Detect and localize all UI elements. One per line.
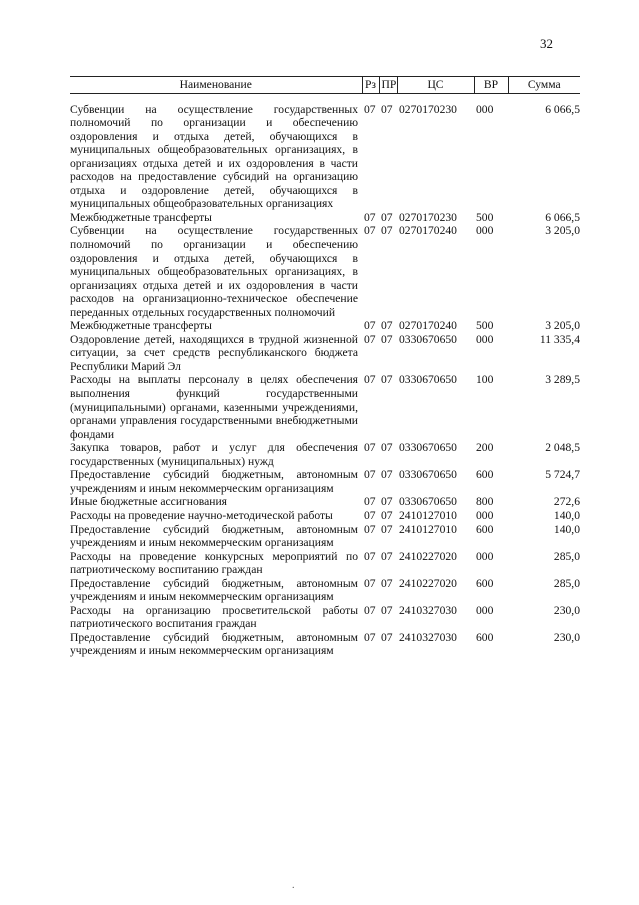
row-vr: 600 [476, 630, 494, 644]
row-name: Предоставление субсидий бюджетным, автономным учреждениям и иным некоммерческим организациям [70, 522, 358, 550]
row-rz: 07 [364, 495, 376, 509]
row-sum: 140,0 [553, 508, 580, 522]
row-vr: 000 [476, 603, 494, 617]
row-cs: 2410127010 [399, 508, 457, 522]
row-sum: 140,0 [553, 522, 580, 536]
row-cs: 0270170240 [399, 319, 457, 333]
row-pr: 07 [381, 468, 393, 482]
row-vr: 000 [476, 549, 494, 563]
row-pr: 07 [381, 373, 393, 387]
row-vr: 500 [476, 210, 494, 224]
row-cs: 2410327030 [399, 630, 457, 644]
row-cs: 0330670650 [399, 373, 457, 387]
table-row [70, 224, 580, 319]
row-vr: 600 [476, 576, 494, 590]
table-row [70, 211, 580, 225]
row-name: Иные бюджетные ассигнования [70, 495, 227, 509]
row-rz: 07 [364, 210, 376, 224]
row-vr: 600 [476, 522, 494, 536]
row-sum: 6 066,5 [545, 102, 580, 116]
row-name: Предоставление субсидий бюджетным, автономным учреждениям и иным некоммерческим организациям [70, 468, 358, 495]
table-row [70, 550, 580, 577]
row-pr: 07 [381, 522, 393, 536]
row-pr: 07 [381, 630, 393, 644]
row-pr: 07 [381, 102, 393, 116]
table-row [70, 509, 580, 523]
row-rz: 07 [364, 102, 376, 116]
table-row [70, 373, 580, 441]
row-name: Расходы на проведение конкурсных мероприятий по патриотическому воспитанию граждан [70, 549, 358, 577]
row-sum: 6 066,5 [545, 210, 580, 224]
header-pr: ПР [379, 77, 397, 94]
header-vr: ВР [474, 77, 508, 94]
row-sum: 2 048,5 [545, 441, 580, 455]
row-pr: 07 [381, 603, 393, 617]
row-pr: 07 [381, 332, 393, 346]
row-sum: 3 205,0 [545, 319, 580, 333]
row-pr: 07 [381, 210, 393, 224]
row-name: Расходы на проведение научно-методической работы [70, 508, 333, 522]
table-row [70, 495, 580, 509]
row-name: Предоставление субсидий бюджетным, автономным учреждениям и иным некоммерческим организациям [70, 576, 358, 604]
table-row [70, 441, 580, 468]
row-sum: 285,0 [553, 549, 580, 563]
row-cs: 0330670650 [399, 495, 457, 509]
header-row [70, 77, 580, 94]
row-name: Расходы на выплаты персоналу в целях обеспечения выполнения функций государственными (муниципальными) органами, казенными учреждениями, органами управления государственными внебюджетными фондами [70, 373, 358, 441]
row-vr: 000 [476, 102, 494, 116]
row-sum: 230,0 [553, 603, 580, 617]
row-sum: 3 289,5 [545, 373, 580, 387]
row-vr: 200 [476, 441, 494, 455]
row-name: Предоставление субсидий бюджетным, автономным учреждениям и иным некоммерческим организациям [70, 630, 358, 658]
row-rz: 07 [364, 332, 376, 346]
table-row [70, 631, 580, 658]
table-row [70, 604, 580, 631]
table-header [70, 77, 580, 94]
row-name: Межбюджетные трансферты [70, 319, 212, 333]
row-vr: 600 [476, 468, 494, 482]
row-name: Расходы на организацию просветительской работы патриотического воспитания граждан [70, 603, 358, 631]
row-sum: 272,6 [553, 495, 580, 509]
row-sum: 285,0 [553, 576, 580, 590]
header-sum: Сумма [508, 77, 580, 94]
row-vr: 500 [476, 319, 494, 333]
header-cs: ЦС [397, 77, 474, 94]
row-rz: 07 [364, 468, 376, 482]
row-pr: 07 [381, 549, 393, 563]
row-name: Субвенции на осуществление государственных полномочий по организации и обеспечению оздоровления и отдыха детей, обучающихся в муниципальных общеобразовательных организациях, в организациях отдыха детей и их оздоровления в части расходов на предоставление субсидий на организацию отдыха и оздоровление детей, обучающихся в муниципальных общеобразовательных организациях [70, 102, 358, 211]
row-rz: 07 [364, 522, 376, 536]
row-sum: 3 205,0 [545, 224, 580, 238]
row-rz: 07 [364, 373, 376, 387]
row-cs: 2410127010 [399, 522, 457, 536]
row-sum: 5 724,7 [545, 468, 580, 482]
row-cs: 0330670650 [399, 468, 457, 482]
row-pr: 07 [381, 508, 393, 522]
row-rz: 07 [364, 603, 376, 617]
row-name: Закупка товаров, работ и услуг для обеспечения государственных (муниципальных) нужд [70, 441, 358, 468]
row-pr: 07 [381, 319, 393, 333]
row-rz: 07 [364, 549, 376, 563]
row-sum: 230,0 [553, 630, 580, 644]
table-row [70, 468, 580, 495]
footer-mark: . [292, 880, 295, 891]
row-vr: 100 [476, 373, 494, 387]
row-cs: 2410327030 [399, 603, 457, 617]
table-row [70, 523, 580, 550]
row-rz: 07 [364, 576, 376, 590]
row-pr: 07 [381, 576, 393, 590]
row-name: Субвенции на осуществление государственных полномочий по организации и обеспечению оздоровления и отдыха детей, обучающихся в муниципальных общеобразовательных организациях, в организациях отдыха детей и их оздоровления в части расходов на организационно-техническое обеспечение переданных отдельных государственных полномочий [70, 224, 358, 319]
page-number: 32 [540, 36, 553, 51]
row-cs: 0270170230 [399, 210, 457, 224]
row-rz: 07 [364, 224, 376, 238]
row-vr: 000 [476, 224, 494, 238]
table-row [70, 93, 580, 211]
row-vr: 000 [476, 508, 494, 522]
row-cs: 0330670650 [399, 332, 457, 346]
row-pr: 07 [381, 441, 393, 455]
row-name: Оздоровление детей, находящихся в трудной жизненной ситуации, за счет средств республиканского бюджета Республики Марий Эл [70, 332, 358, 373]
row-sum: 11 335,4 [539, 332, 580, 346]
header-rz: Рз [362, 77, 379, 94]
table-body [70, 93, 580, 658]
row-rz: 07 [364, 319, 376, 333]
row-cs: 0330670650 [399, 441, 457, 455]
row-name: Межбюджетные трансферты [70, 210, 212, 224]
row-pr: 07 [381, 495, 393, 509]
row-pr: 07 [381, 224, 393, 238]
row-rz: 07 [364, 630, 376, 644]
row-cs: 2410227020 [399, 549, 457, 563]
row-cs: 2410227020 [399, 576, 457, 590]
budget-table [70, 76, 580, 658]
header-name: Наименование [70, 77, 362, 94]
row-rz: 07 [364, 508, 376, 522]
table-row [70, 319, 580, 333]
row-cs: 0270170240 [399, 224, 457, 238]
table-row [70, 577, 580, 604]
table-row [70, 333, 580, 374]
row-rz: 07 [364, 441, 376, 455]
row-vr: 000 [476, 332, 494, 346]
row-cs: 0270170230 [399, 102, 457, 116]
row-vr: 800 [476, 495, 494, 509]
